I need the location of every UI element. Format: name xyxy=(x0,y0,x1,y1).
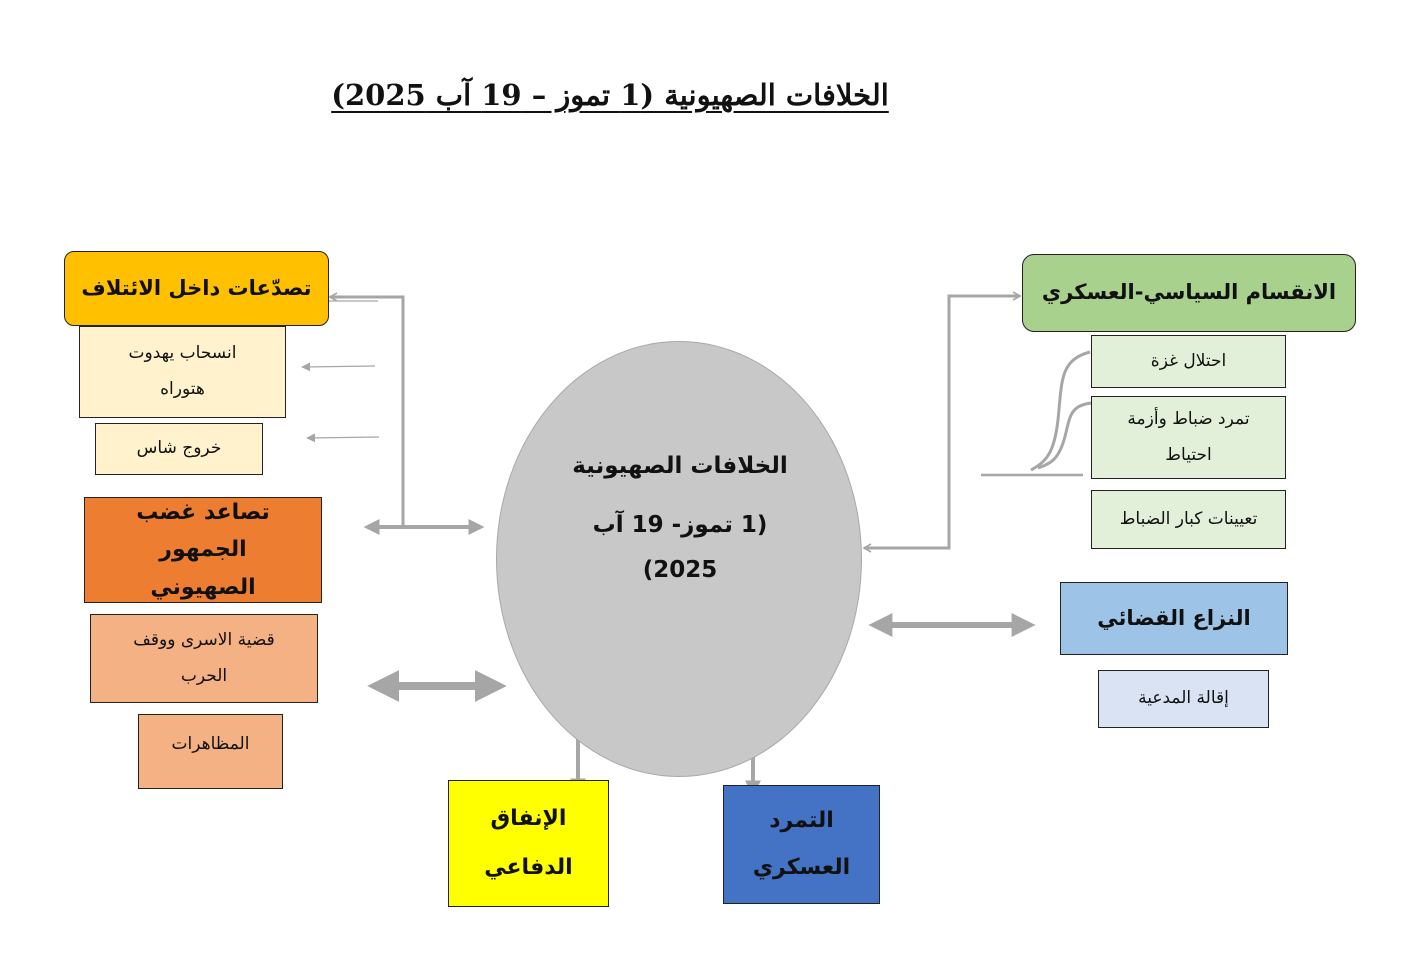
political-item-2: تمرد ضباط وأزمة احتياط xyxy=(1091,396,1286,479)
coalition-item-2: خروج شاس xyxy=(95,423,263,475)
public-heading xyxy=(84,497,322,603)
coalition-heading-label: تصدّعات داخل الائتلاف xyxy=(81,275,312,300)
center-line-2: (1 تموز- 19 آب xyxy=(592,512,768,538)
defense-spending-box xyxy=(448,780,609,907)
political-connector xyxy=(864,296,1020,548)
judicial-heading xyxy=(1060,582,1288,655)
coalition-connector xyxy=(330,297,403,527)
military-rebellion-box xyxy=(723,785,880,904)
center-label xyxy=(540,455,820,582)
defense-spending-label: الإنفاق الدفاعي xyxy=(484,806,573,880)
judicial-heading-label: النزاع القضائي xyxy=(1097,605,1251,630)
military-rebellion-label: التمرد العسكري xyxy=(752,808,851,880)
public-item-1: قضية الاسرى ووقف الحرب xyxy=(90,614,318,703)
political-item-3: تعيينات كبار الضباط xyxy=(1091,490,1286,549)
diagram-title: الخلافات الصهيونية (1 تموز – 19 آب 2025) xyxy=(331,78,889,112)
public-item-2: المظاهرات xyxy=(138,714,283,789)
political-heading-label: الانقسام السياسي-العسكري xyxy=(1041,280,1337,305)
coalition-item-1: انسحاب يهدوت هتوراه xyxy=(79,326,286,418)
public-heading-label: تصاعد غضب الجمهور الصهيوني xyxy=(136,499,270,600)
political-heading xyxy=(1022,254,1356,332)
coalition-heading xyxy=(64,251,329,326)
center-line-3: 2025) xyxy=(642,557,718,583)
judicial-item-1: إقالة المدعية xyxy=(1098,670,1269,728)
political-item-1: احتلال غزة xyxy=(1091,335,1286,388)
center-line-1: الخلافات الصهيونية xyxy=(572,453,788,479)
